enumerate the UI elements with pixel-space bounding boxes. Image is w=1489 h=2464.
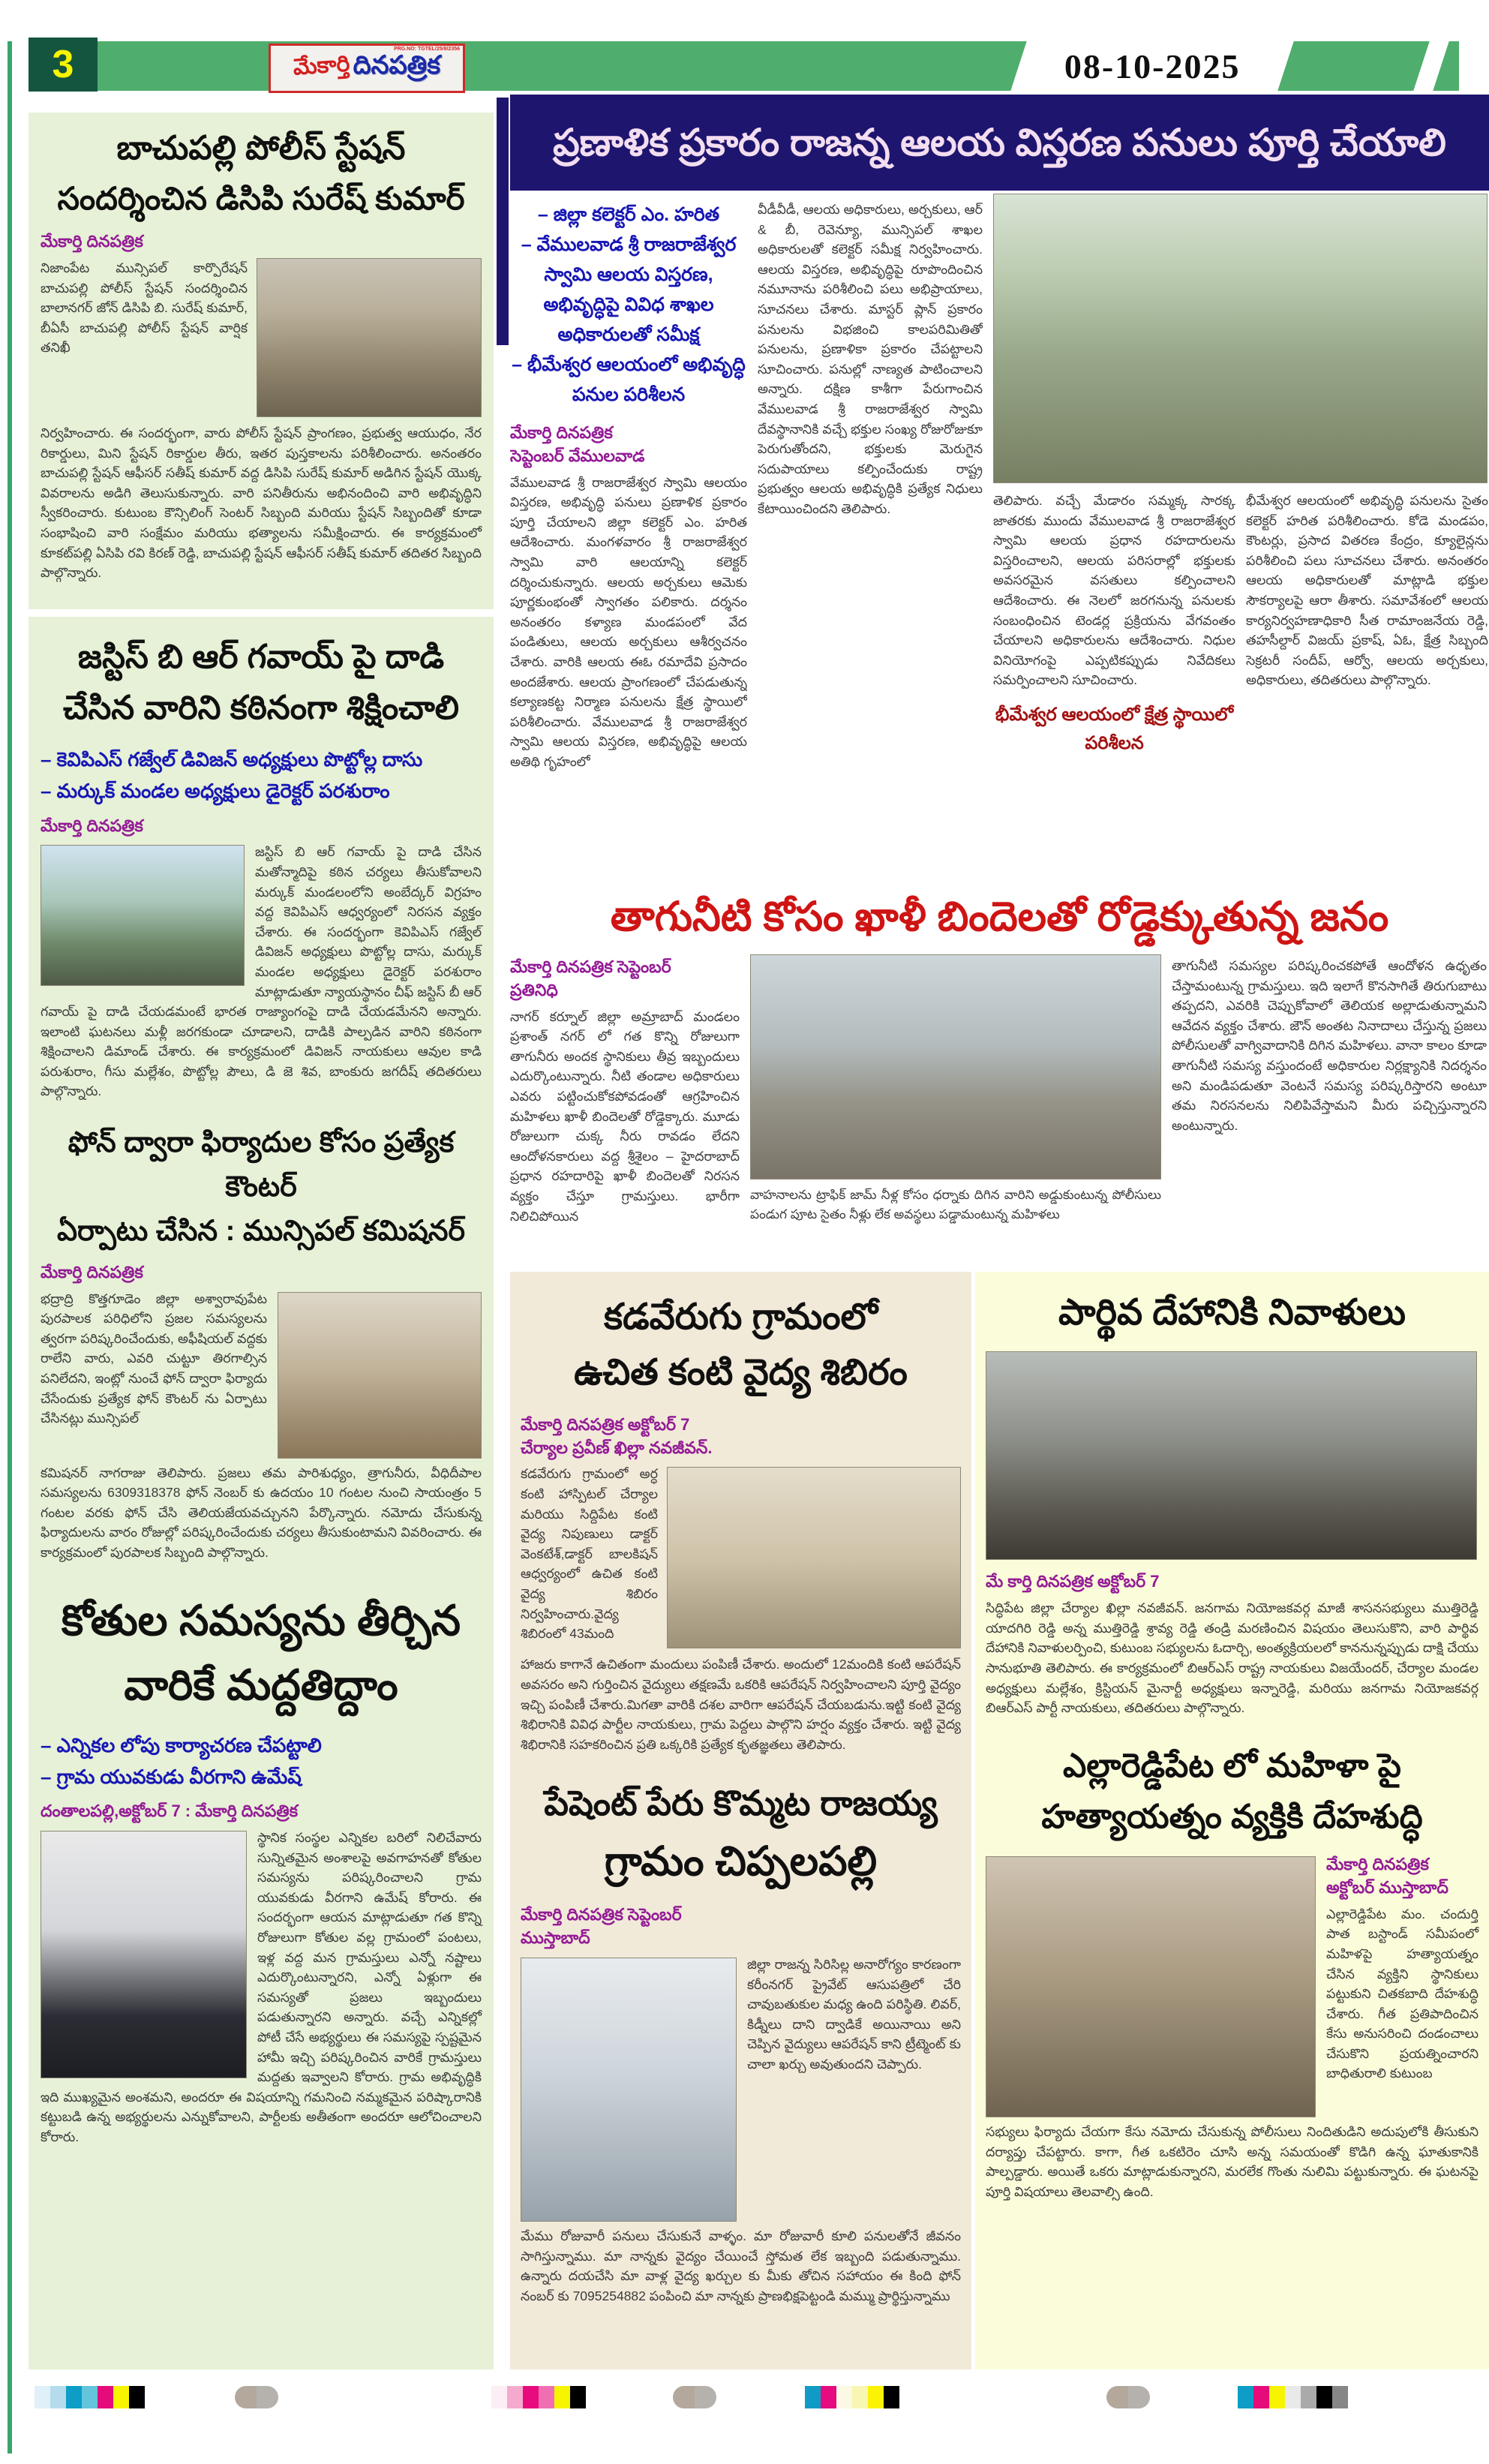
article-body: భీమేశ్వర ఆలయంలో అభివృద్ధి పనులను సైతం కలెక్టర్ హరిత పరిశీలించారు. కోడె మండపం, కౌంటర్లు, ప్రసాద వితరణ కేంద్రం, క్యూలైన్లను పరిశీలించి పలు సూచనలు చేశారు. అనంతరం ఆలయ అధికారులతో మాట్లాడి భక్తుల సౌకర్యాలపై ఆరా తీశారు. సమావేశంలో ఆలయ కార్యనిర్వహణాధికారి సీత రామాంజనేయ రెడ్డి, తహసీల్దార్ విజయ్ ప్రకాష్, ఏఓ, క్షేత్ర సిబ్బంది సెక్రటరీ సందీప్, ఆర్వో, ఆలయ అర్చకులు, అధికారులు, తదితరులు పాల్గొన్నారు.: [1246, 493, 1488, 688]
masthead-logo: [269, 44, 465, 93]
masthead-title-script: మేకార్తి: [292, 50, 351, 80]
article-dateline: ముస్తాబాద్: [521, 1928, 590, 1948]
article-dateline: మేకార్తి దినపత్రిక సెప్టెంబర్: [510, 957, 671, 976]
article-dateline: మేకార్తి దినపత్రిక: [41, 816, 143, 835]
color-swatch: [836, 2386, 852, 2408]
article-tribute: [986, 1285, 1478, 1718]
water-col-right: [1172, 954, 1487, 1261]
water-photo-block: [750, 954, 1161, 1261]
color-swatch: [1316, 2386, 1332, 2408]
temple-col-1: [510, 194, 747, 873]
color-swatch: [523, 2386, 539, 2408]
article-temple-banner: [510, 95, 1489, 191]
commissioner-office-photo: [278, 1292, 482, 1459]
color-swatch: [539, 2386, 554, 2408]
article-byline: – ఎన్నికల లోపు కార్యాచరణ చేపట్టాలి: [41, 1734, 322, 1757]
registration-pill: [235, 2386, 278, 2408]
color-swatch: [66, 2386, 82, 2408]
article-body: కమిషనర్ నాగరాజు తెలిపారు. ప్రజలు తమ పారిశుధ్యం, త్రాగునీరు, వీధిదీపాల సమస్యలను 6309318378 ఫోన్ నెంబర్ కు ఉదయం 10 గంటల నుంచి సాయంత్రం 5 గంటల వరకు ఫోన్ చేసి తెలియజేయవచ్చునని పేర్కొన్నారు. నమోదు చేసుకున్న ఫిర్యాదులను వారం రోజుల్లో పరిష్కరించేందుకు చర్యలు తీసుకుంటామని వివరించారు. ఈ కార్యక్రమంలో పురపాలక సిబ్బంది పాల్గొన్నారు.: [41, 1465, 482, 1560]
banner-headline: ప్రణాళిక ప్రకారం రాజన్న ఆలయ విస్తరణ పనులు పూర్తి చేయాలి: [553, 122, 1446, 164]
article-body: నిర్వహించారు. ఈ సందర్భంగా, వారు పోలీస్ స్టేషన్ ప్రాంగణం, ప్రభుత్వ ఆయుధం, నేర రికార్డులు, మిని స్టేషన్ రికార్డుల తీరు, ఇతర పుస్తకాలను పరిశీలించారు. అనంతరం బాచుపల్లి స్టేషన్ ఆఫీసర్ సతీష్ కుమార్ వద్ద డిసిపి సురేష్ కుమార్ అడిగిన స్టేషన్ యొక్క వివరాలను అడిగి తెలుసుకున్నారు. వారి పనితీరును అభినందించి వారి అభివృద్ధిని స్వీకరించారు. కుటుంబ కౌన్సిలింగ్ సెంటర్ సిబ్బంది మరియు స్టేషన్ సిబ్బందితో కూడా సంభాషించి వారి సంక్షేమం మరియు భత్యాలను సమీక్షించారు. ఈ కార్యక్రమంలో కూకట్‌పల్లి ఏసిపి రవి కిరణ్ రెడ్డి, బాచుపల్లి స్టేషన్ ఆఫీసర్ సతీష్ కుమార్ తదితర సిబ్బంది పాల్గొన్నారు.: [41, 425, 482, 581]
article-dateline: మే కార్తి దినపత్రిక అక్టోబర్ 7: [986, 1572, 1160, 1591]
color-swatch: [1285, 2386, 1301, 2408]
middle-articles-panel: [510, 1272, 971, 2369]
article-headline: ఎల్లారెడ్డిపేట లో మహిళా పై: [1063, 1747, 1401, 1784]
color-swatch: [554, 2386, 570, 2408]
article-dateline: మేకార్తి దినపత్రిక అక్టోబర్ ముస్తాబాద్: [1326, 1855, 1448, 1897]
article-dateline: మేకార్తి దినపత్రిక: [510, 423, 613, 442]
article-body: జిల్లా రాజన్న సిరిసిల్ల అనారోగ్యం కారణంగా కరీంనగర్ ప్రైవేట్ ఆసుపత్రిలో చేరి చావుబతుకుల మధ్య ఉంది పరిస్థితి. లివర్, కిడ్నీలు దాని ద్వాడికే అయినాయి అని చెప్పిన వైద్యులు ఆపరేషన్ కాని ట్రీట్మెంట్ కు చాలా ఖర్చు అవుతుందని చెప్పారు.: [747, 1956, 961, 2072]
temple-col-4: [1246, 491, 1488, 862]
color-swatch: [868, 2386, 884, 2408]
article-attack: [986, 1741, 1478, 2202]
color-swatch-group: [491, 2386, 586, 2408]
article-headline: చేసిన వారిని కఠినంగా శిక్షించాలి: [62, 690, 460, 727]
article-body: మేము రోజువారీ పనులు చేసుకునే వాళ్ళం. మా రోజువారీ కూలి పనులతోనే జీవనం సాగిస్తున్నాము. మా నాన్నకు వైద్యం చేయించే స్తోమత లేక ఇబ్బంది పడుతున్నాము. ఉన్నారు దయచేసి మా వాళ్ల వైద్య ఖర్చుల కు మీకు తోచిన సహాయం ఈ కింది ఫోన్ నంబర్ కు 7095254882 పంపించి మా నాన్నకు ప్రాణభిక్షపెట్టండి మమ్ము ప్రార్థిస్తున్నాము: [521, 2228, 961, 2303]
color-swatch: [1301, 2386, 1316, 2408]
article-body: తాగునీటి సమస్యల పరిష్కరించకపోతే ఆందోళన ఉధృతం చేస్తామంటున్న గ్రామస్తులు. ఇది ఇలాగే కొనసాగితే తిరుగుబాటు తప్పదని, ఎవరికి చెప్పుకోవాలో తెలియక అల్లాడుతున్నామని ఆవేదన వ్యక్తం చేశారు. జౌన్ అంతట నినాదాలు చేస్తున్న ప్రజలు పోలీసులతో వాగ్వివాదానికి దిగిన మహిళలు. వానా కాలం కూడా తాగునీటి సమస్య వస్తుందంటే అధికారుల నిర్లక్ష్యానికి నిదర్శనం అని మండిపడుతూ వెంటనే సమస్య పరిష్కరిస్తారని అంటూ తమ నిరసనలను నిలిపివేస్తామని మీరు పచ్చిస్తున్నారని అంటున్నారు.: [1172, 958, 1487, 1133]
article-body: వీడీవీడీ, ఆలయ అధికారులు, అర్చకులు, ఆర్ & బీ, రెవెన్యూ, మున్సిపల్ శాఖల అధికారులతో కలెక్టర్ సమీక్ష నిర్వహించారు. ఆలయ విస్తరణ, అభివృద్ధిపై రూపొందించిన నమూనాను పరిశీలించి పలు అభిప్రాయాలు, సూచనలు చేశారు. మాస్టర్ ప్లాన్ ప్రకారం పనులను విభజించి కాలపరిమితితో పనులను, ప్రణాళికా ప్రకారం చేపట్టాలని సూచించారు. పనుల్లో నాణ్యత పాటించాలని అన్నారు. దక్షిణ కాశీగా పేరుగాంచిన వేములవాడ శ్రీ రాజరాజేశ్వర స్వామి దేవస్థానానికి వచ్చే భక్తుల సంఖ్య రోజురోజుకూ పెరుగుతోందని, భక్తులకు మెరుగైన సదుపాయాలు కల్పించేందుకు రాష్ట్ర ప్రభుత్వం ఆలయ అభివృద్ధికి ప్రత్యేక నిధులు కేటాయించిందని తెలిపారు.: [758, 202, 983, 516]
article-headline: కడవేరుగు గ్రామంలో: [604, 1297, 878, 1337]
registration-pill: [673, 2386, 716, 2408]
article-body: స్థానిక సంస్థల ఎన్నికల బరిలో నిలిచేవారు సున్నితమైన అంశాలపై అవగాహనతో కోతుల సమస్యను పరిష్కరించాలని గ్రామ యువకుడు వీరగాని ఉమేష్ కోరారు. ఈ సందర్భంగా ఆయన మాట్లాడుతూ గత కొన్ని రోజులుగా కోతుల వల్ల గ్రామంలో పంటలు, ఇళ్ల వద్ద మన గ్రామస్తులు ఎన్నో నష్టాలు ఎదుర్కొంటున్నారని, ఎన్నో ఏళ్లుగా ఈ సమస్యతో ప్రజలు ఇబ్బందులు పడుతున్నారని అన్నారు. వచ్చే ఎన్నికల్లో పోటీ చేసే అభ్యర్థులు ఈ సమస్యపై స్పష్టమైన హామీ ఇచ్చి పరిష్కరించిన వారికే గ్రామస్తులు మద్దతు ఇవ్వాలని కోరారు. గ్రామ అభివృద్ధికి ఇది ముఖ్యమైన అంశమని, అందరూ ఈ విషయాన్ని గమనించి నమ్మకమైన పరిష్కారానికి కట్టుబడి ఉన్న అభ్యర్థులను ఎన్నుకోవాలని, పార్టీలకు అతీతంగా అందరూ ఆలోచించాలని కోరారు.: [41, 1830, 482, 2144]
article-dateline: సెప్టెంబర్ వేములవాడ: [510, 446, 645, 465]
eye-camp-photo: [667, 1467, 961, 1648]
temple-right-block: [993, 194, 1489, 873]
article-dateline: ప్రతినిధి: [510, 980, 558, 999]
article-byline: – కెవిపిఎస్ గజ్వేల్ డివిజన్ అధ్యక్షులు పొట్టోల్ల దాసు: [41, 748, 423, 771]
article-eye-camp: [521, 1290, 961, 1754]
left-green-rule: [8, 41, 12, 2453]
article-police-station: [29, 113, 494, 609]
photo-caption: వాహనాలను ట్రాఫిక్ జామ్ నీళ్ల కోసం ధర్నాకు దిగిన వారిని అడ్డుకుంటున్న పోలీసులు పండుగ పూట సైతం నీళ్లు లేక అవస్థలు పడ్డామంటున్న మహిళలు: [750, 1188, 1161, 1221]
water-col-left: [510, 954, 740, 1261]
color-swatch: [805, 2386, 821, 2408]
color-swatch-group: [805, 2386, 899, 2408]
article-body: నాగర్ కర్నూల్ జిల్లా అమ్రాబాద్ మండలం ప్రశాంత్ నగర్ లో గత కొన్ని రోజులుగా తాగునీరు అందక స్థానికులు తీవ్ర ఇబ్బందులు ఎదుర్కొంటున్నారు. నీటి తండాల అధికారులు ఎవరు పట్టించుకోకపోవడంతో ఆగ్రహించిన మహిళలు ఖాళీ బిందెలతో రోడ్డెక్కారు. మూడు రోజులుగా చుక్క నీరు రావడం లేదని ఆందోళనకారులు వద్ద శ్రీశైలం – హైదరాబాద్ ప్రధాన రహదారిపై ఖాళీ బిందెలతో నిరసన వ్యక్తం చేస్తూ గ్రామస్తులు. భారీగా నిలిచిపోయిన: [510, 1008, 740, 1224]
article-body: సభ్యులు ఫిర్యాదు చేయగా కేసు నమోదు చేసుకున్న పోలీసులు నిందితుడిని అదుపులోకి తీసుకుని దర్యాప్తు చేపట్టారు. కాగా, గీత ఒకటిరెం చూసి అన్న సమయంతో కొడిగి ఉన్న ఘాతుకానికి పాల్పడ్డారు. అయితే ఒకరు మాట్లాడుకున్నారని, మరలేక గొంతు నులిమి పట్టుకున్నారు. ఈ ఘటనపై పూర్తి విషయాలు తెలవాల్సి ఉంది.: [986, 2124, 1478, 2199]
navy-separator: [497, 98, 509, 345]
article-byline: – గ్రామ యువకుడు వీరగాని ఉమేష్: [41, 1765, 302, 1788]
color-swatch: [1332, 2386, 1348, 2408]
article-dateline: మేకార్తి దినపత్రిక సెప్టెంబర్: [521, 1905, 682, 1925]
color-swatch: [1269, 2386, 1285, 2408]
article-body: తెలిపారు. వచ్చే మేడారం సమ్మక్క సారక్క జాతరకు ముందు వేములవాడ శ్రీ రాజరాజేశ్వర స్వామి ఆలయ ప్రధాన రహదారులను విస్తరించాలని, ఆలయ పరిసరాల్లో భక్తులకు అవసరమైన వసతులు కల్పించాలని ఆదేశించారు. ఈ నెలలో జరగనున్న పనులకు సంబంధించిన టెండర్ల ప్రక్రియను వేగవంతం చేయాలని అధికారులను ఆదేశించారు. నిధుల వినియోగంపై ఎప్పటికప్పుడు నివేదికలు సమర్పించాలని సూచించారు.: [993, 493, 1235, 688]
temple-col-3: [993, 491, 1235, 862]
article-justice: [41, 632, 482, 1101]
color-swatch: [82, 2386, 98, 2408]
article-headline: పేషెంట్ పేరు కొమ్మట రాజయ్య: [544, 1783, 938, 1823]
article-temple: [510, 194, 1489, 873]
article-headline: ఏర్పాటు చేసిన : మున్సిపల్ కమిషనర్: [57, 1215, 465, 1247]
article-headline: వారికే మద్దతిద్దాం: [124, 1661, 398, 1709]
color-swatch: [1238, 2386, 1253, 2408]
article-headline: ఉచిత కంటి వైద్య శిబిరం: [574, 1353, 908, 1393]
water-protest-photo: [750, 954, 1161, 1179]
article-body: హాజరు కాగానే ఉచితంగా మందులు పంపిణీ చేశారు. అందులో 12మందికి కంటి ఆపరేషన్ అవసరం అని గుర్తించిన వైద్యులు తక్షణమే ఒకరికి ఆపరేషన్ నిర్వహించాలని పూర్తి వైద్యం ఇచ్చి పంపిణీ చేశారు.మిగతా వారికి దశల వారిగా ఆపరేషన్ చేయబడును.ఇట్టి కంటి వైద్య శిభిరానికి వివిధ పార్టీల నాయకులు, గ్రామ పెద్దలు పాల్గొని హర్షం వ్యక్తం చేశారు. ఇట్టి వైద్య శిభిరానికి సహకరించిన ప్రతి ఒక్కరికి ప్రత్యేక కృతజ్ఞతలు తెలిపారు.: [521, 1657, 961, 1752]
article-body: కడవేరుగు గ్రామంలో అర్ధ కంటి హాస్పిటల్ చేర్యాల మరియు సిద్దిపేట కంటి వైద్య నిపుణులు డాక్టర్ వెంకటేశ్,డాక్టర్ బాలకిషన్ ఆధ్వర్యంలో ఉచిత కంటి వైద్య శిబిరం నిర్వహించారు.వైద్య శిబిరంలో 43మంది: [521, 1466, 658, 1642]
page-number-box: [29, 38, 98, 92]
article-water-headline-bar: [510, 889, 1489, 946]
masthead-title-main: దినపత్రిక: [353, 50, 440, 80]
crowd-incident-photo: [986, 1856, 1316, 2117]
color-swatch: [570, 2386, 586, 2408]
article-dateline: చేర్యాల ప్రవీణ్ ఖిల్లా నవజీవన్.: [521, 1438, 713, 1457]
color-swatch: [113, 2386, 129, 2408]
article-dateline: దంతాలపల్లి,అక్టోబర్ 7 : మేకార్తి దినపత్రిక: [41, 1801, 299, 1821]
registration-pill: [1106, 2386, 1150, 2408]
article-headline: హత్యాయత్నం వ్యక్తికి దేహశుద్ధి: [1041, 1798, 1423, 1835]
article-body: నిజాంపేట మున్సిపల్ కార్పొరేషన్ బాచుపల్లి పోలీస్ స్టేషన్ సందర్శించిన బాలానగర్ జోన్ డిసిపి బి. సురేష్ కుమార్, బీఏసీ బాచుపల్లి పోలీస్ స్టేషన్ వార్షిక తనిఖీ: [41, 260, 248, 356]
color-swatch: [821, 2386, 836, 2408]
header-tip: [1459, 41, 1489, 91]
article-headline: జస్టిస్ బి ఆర్ గవాయ్ పై దాడి: [77, 639, 445, 675]
article-body: జస్టిస్ బి ఆర్ గవాయ్ పై దాడి చేసిన మతోన్మాదిపై కఠిన చర్యలు తీసుకోవాలని మర్కుక్ మండలంలోని అంబేద్కర్ విగ్రహం వద్ద కెవిపిఎస్ ఆధ్వర్యంలో నిరసన వ్యక్తం చేశారు. ఈ సందర్భంగా కెవిపిఎస్ గజ్వేల్ డివిజన్ అధ్యక్షులు పొట్టోల్ల దాసు, మర్కుక్ మండల అధ్యక్షులు డైరెక్టర్ పరశురాం మాట్లాడుతూ న్యాయస్థానం చీఫ్ జస్టిస్ బీ ఆర్ గవాయ్ పై దాడి చేయడమంటే భారత రాజ్యాంగంపై దాడి చేయడమేనని అన్నారు. ఇలాంటి ఘటనలు మళ్లీ జరగకుండా చూడాలని, దాడికి పాల్పడిన వారిని కఠినంగా శిక్షించాలని డిమాండ్ చేశారు. ఈ కార్యక్రమంలో డివిజన్ నాయకులు ఆవుల కాడి పరుశురాం, గీసు మల్లేశం, పొట్టోల్ల పౌలు, డి జె శివ, బాంకురు జగదీష్ తదితరులు పాల్గొన్నారు.: [41, 844, 482, 1099]
article-dateline: మేకార్తి దినపత్రిక అక్టోబర్ 7: [521, 1414, 690, 1434]
left-articles-panel: [29, 617, 494, 2369]
article-headline: పార్థివ దేహానికి నివాళులు: [1058, 1293, 1406, 1333]
article-byline: – జిల్లా కలెక్టర్ ఎం. హరిత: [537, 204, 720, 225]
color-swatch: [129, 2386, 145, 2408]
right-articles-panel: [975, 1272, 1489, 2369]
article-water: [510, 954, 1489, 1261]
color-swatch: [491, 2386, 507, 2408]
color-swatch: [884, 2386, 899, 2408]
article-body: సిద్ధిపేట జిల్లా చేర్యాల ఖిల్లా నవజీవన్. జనగామ నియోజకవర్గ మాజీ శాసనసభ్యులు ముత్తిరెడ్డి యాదగిరి రెడ్డి అన్న ముత్తిరెడ్డి శ్రావ్య రెడ్డి తండ్రి మరణించిన విషయం తెలుసుకొని, వారి పార్థివ దేహానికి నివాళులర్పించి, కుటుంబ సభ్యులను ఓదార్చి, అంత్యక్రియలలో కాననున్నప్పుడు దాక్షి చేయు సానుభూతి తెలిపారు. ఈ కార్యక్రమంలో బిఆర్ఎస్ రాష్ట్ర నాయకులు విజయేందర్, చేర్యాల మండల అధ్యక్షులు మల్లేశం, క్రిస్టియన్ మైనార్టీ అధ్యక్షులు ఇన్నారెడ్డి, మరియు జనగామ నియోజకవర్గ బిఆర్ఎస్ పార్టీ నాయకులు, తదితరులు పాల్గొన్నారు.: [986, 1600, 1478, 1716]
article-byline: – మర్కుక్ మండల అధ్యక్షులు డైరెక్టర్ పరశురాం: [41, 779, 390, 802]
color-swatch: [35, 2386, 50, 2408]
color-swatch: [507, 2386, 523, 2408]
collector-inspection-photo: [993, 194, 1487, 483]
color-swatch: [98, 2386, 113, 2408]
funeral-tribute-photo: [986, 1351, 1477, 1560]
patient-hospital-photo: [521, 1958, 737, 2222]
article-body: ఎల్లారెడ్డిపేట మం. చందుర్తి పాత బస్టాండ్ సమీపంలో మహిళపై హత్యాయత్నం చేసిన వ్యక్తిని స్థానికులు పట్టుకుని చితకబాది దేహశుద్ధి చేశారు. గీత ప్రతిపాదించిన కేసు అనుసరించి దండంచాలు చేసుకొని ప్రయత్నించారని బాధితురాలి కుటుంబ: [1326, 1906, 1478, 2081]
masthead-registration: PRG.NO: TGTEL/25/8/2356: [394, 47, 460, 52]
color-swatch-group: [1238, 2386, 1348, 2408]
edition-date: 08-10-2025: [1064, 47, 1241, 86]
protest-statue-photo: [41, 845, 245, 986]
color-swatch: [1253, 2386, 1269, 2408]
article-body: వేములవాడ శ్రీ రాజరాజేశ్వర స్వామి ఆలయం విస్తరణ, అభివృద్ధి పనులు ప్రణాళిక ప్రకారం పూర్తి చేయాలని జిల్లా కలెక్టర్ ఎం. హరిత ఆదేశించారు. మంగళవారం శ్రీ రాజరాజేశ్వర స్వామి వారి ఆలయాన్ని కలెక్టర్ దర్శించుకున్నారు. ఆలయ అర్చకులు ఆమెకు పూర్ణకుంభంతో స్వాగతం పలికారు. దర్శనం అనంతరం కళ్యాణ మండపంలో వేద పండితులు, ఆలయ అర్చకులు ఆశీర్వచనం చేశారు. వారికి ఆలయ ఈఓ రమాదేవి ప్రసాదం అందజేశారు. ఆలయ ప్రాంగణంలో చేపడుతున్న కల్యాణకట్ట నిర్మాణ పనులను క్షేత్ర స్థాయిలో పరిశీలించారు. వేములవాడ శ్రీ రాజరాజేశ్వర స్వామి ఆలయ విస్తరణ, అభివృద్ధిపై ఆలయ అతిథి గృహంలో: [510, 474, 747, 769]
color-swatch: [852, 2386, 868, 2408]
article-monkeys: [41, 1588, 482, 2147]
article-phone-counter: [41, 1121, 482, 1562]
article-headline: ఫోన్ ద్వారా ఫిర్యాదుల కోసం ప్రత్యేక కౌంటర్: [68, 1127, 455, 1203]
article-dateline: మేకార్తి దినపత్రిక: [41, 1262, 143, 1282]
youth-portrait-photo: [41, 1831, 247, 2078]
article-body: భద్రాద్రి కొత్తగూడెం జిల్లా అశ్వారావుపేట పురపాలక పరిధిలోని ప్రజల సమస్యలను త్వరగా పరిష్కరించేందుకు, అఫీషియల్ వద్దకు రాలేని వారు, ఎవరి చుట్టూ తిరగాల్సిన పనిలేదని, ఇంట్లో నుంచే ఫోన్ ద్వారా ఫిర్యాదు చేసేందుకు ప్రత్యేక ఫోన్ కౌంటర్ ను ఏర్పాటు చేసినట్లు మున్సిపల్: [41, 1291, 267, 1426]
color-swatch-group: [35, 2386, 145, 2408]
temple-col-2: [758, 194, 983, 873]
color-swatch: [50, 2386, 66, 2408]
article-headline: బాచుపల్లి పోలీస్ స్టేషన్: [116, 130, 406, 167]
article-dateline: మేకార్తి దినపత్రిక: [41, 232, 143, 251]
date-slab: [1010, 41, 1293, 91]
article-pull-quote: భీమేశ్వర ఆలయంలో క్షేత్ర స్థాయిలో పరిశీలన: [995, 704, 1234, 754]
page-number: 3: [52, 43, 74, 86]
article-byline: – వేములవాడ శ్రీ రాజరాజేశ్వర స్వామి ఆలయ విస్తరణ, అభివృద్ధిపై వివిధ శాఖల అధికారులతో సమీక్ష: [521, 234, 737, 345]
article-headline: కోతుల సమస్యను తీర్చిన: [61, 1596, 461, 1644]
article-headline: సందర్శించిన డిసిపి సురేష్ కుమార్: [57, 181, 465, 217]
article-headline-red: తాగునీటి కోసం ఖాళీ బిందెలతో రోడ్డెక్కుతున్న జనం: [610, 894, 1389, 940]
article-byline: – భీమేశ్వర ఆలయంలో అభివృద్ధి పనుల పరిశీలన: [512, 354, 746, 405]
police-station-photo: [257, 258, 482, 417]
article-headline: గ్రామం చిప్పలపల్లి: [604, 1838, 878, 1884]
article-patient-appeal: [521, 1777, 961, 2306]
